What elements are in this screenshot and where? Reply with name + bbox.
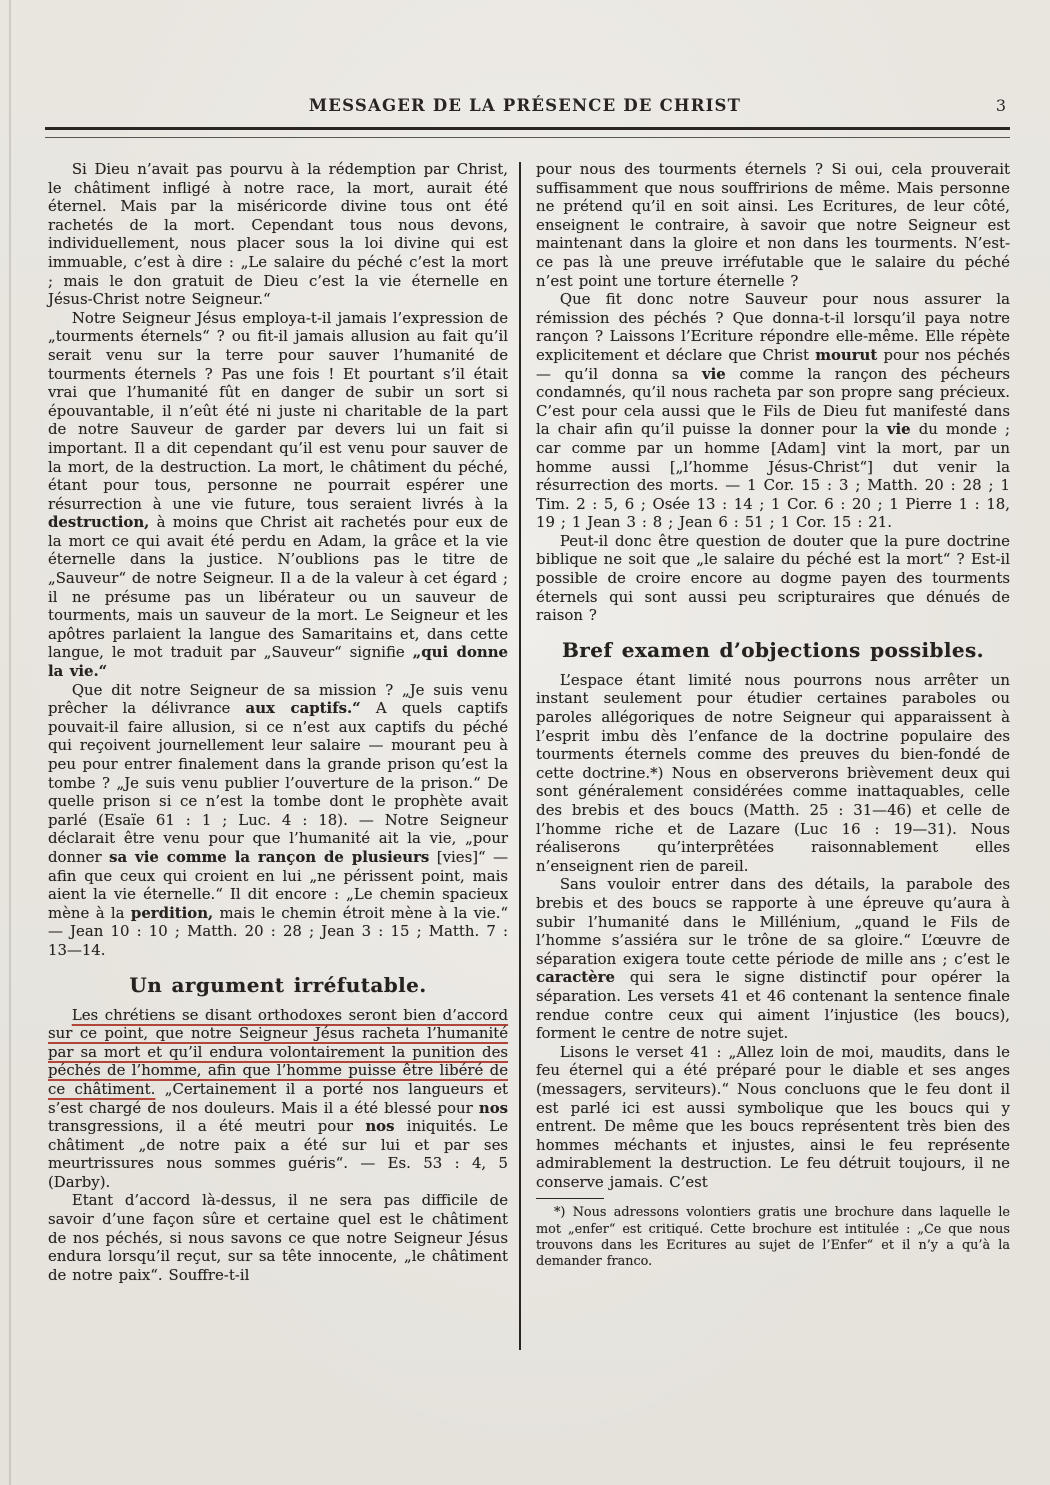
paragraph xyxy=(536,532,1010,625)
text-run: à moins que Christ ait rachetés pour eux de la mort ce qui avait été perdu en Adam, la grâce et la vie éternelle dans la justice. N’oublions pas le titre de „Sauveur“ de notre Seigneur. Il a de la valeur à cet égard ; il ne présume pas un libérateur ou un sauveur de tourments, mais un sauveur de la mort. Le Seigneur et les apôtres parlaient la langue des Samaritains et, dans cette langue, le mot traduit par „Sauveur“ signifie xyxy=(48,513,509,662)
bold-text-run: perdition, xyxy=(130,903,214,922)
paragraph-with-red-underline xyxy=(48,1006,508,1192)
page-number: 3 xyxy=(995,96,1006,115)
right-column xyxy=(536,160,1010,1270)
text-run: Lisons le verset 41 : „Allez loin de moi, maudits, dans le feu éternel qui a été préparé pour le diable et ses anges (messagers, serviteurs).“ Nous concluons que le feu dont il est parlé ici est aussi symbolique que les boucs qui y entrent. De même que les boucs représentent très bien des hommes méchants et injustes, ainsi le feu représente admirablement la destruction. Le feu détruit toujours, il ne conserve jamais. C’est xyxy=(536,1042,1010,1191)
text-run: Etant d’accord là-dessus, il ne sera pas difficile de savoir d’une façon sûre et certaine quel est le châtiment de nos péchés, si nous savons ce que notre Seigneur Jésus endura lorsqu’il reçut, sur sa tête innocente, „le châtiment de notre paix“. Souffre-t-il xyxy=(48,1191,509,1284)
bold-text-run: vie xyxy=(702,364,726,383)
text-run: Que fit donc notre Sauveur pour nous assurer la rémission des péchés ? Que donna-t-il lorsqu’il paya notre rançon ? Laissons l’Ecriture répondre elle-même. Elle répète explicitement et déclare que Christ xyxy=(536,290,1010,364)
text-run: [vies]“ — afin que ceux qui croient en lui „ne périssent point, mais aient la vie éternelle.“ Il dit encore : „Le chemin spacieux mène à la xyxy=(48,847,509,922)
bold-text-run: aux captifs.“ xyxy=(245,699,361,718)
bold-text-run: sa vie comme la rançon de plusieurs xyxy=(109,847,430,866)
bold-text-run: caractère xyxy=(536,968,615,987)
bold-text-run: nos xyxy=(478,1098,509,1117)
bold-text-run: mourut xyxy=(815,345,878,364)
text-run: *) Nous adressons volontiers gratis une brochure dans laquelle le mot „enfer“ est critiqué. Cette brochure est intitulée : „Ce que nous trouvons dans les Ecritures au sujet de l’Enfer“ et il n’y a qu’à la demander franco. xyxy=(536,1205,1010,1270)
text-run: L’espace étant limité nous pourrons nous arrêter un instant seulement pour étudier certaines paraboles ou paroles allégoriques de notre Seigneur qui apparaissent à l’esprit imbu dès l’enfance de la doctrine populaire des tourments éternels comme des preuves du bien-fondé de cette doctrine.*) Nous en observerons brièvement deux qui sont généralement considérées comme inattaquables, celle des brebis et des boucs (Matth. 25 : 31—46) et celle de l’homme riche et de Lazare (Luc 16 : 19—31). Nous réaliserons qu’interprêtées raisonnablement elles n’enseignent rien de pareil. xyxy=(536,670,1010,875)
text-run: du monde ; car comme par un homme [Adam] vint la mort, par un homme aussi [„l’homme Jésus-Christ“] dut venir la résurrection des morts. — 1 Cor. 15 : 3 ; Matth. 20 : 28 ; 1 Tim. 2 : 5, 6 ; Osée 13 : 14 ; 1 Cor. 6 : 20 ; 1 Pierre 1 : 18, 19 ; 1 Jean 3 : 8 ; Jean 6 : 51 ; 1 Cor. 15 : 21. xyxy=(536,420,1010,532)
paragraph xyxy=(536,875,1010,1042)
left-column xyxy=(48,160,508,1284)
text-run: comme la rançon des pécheurs condamnés, qu’il nous racheta par son propre sang précieux. C’est pour cela aussi que le Fils de Dieu fut manifesté dans la chair afin qu’il puisse la donner pour la xyxy=(536,364,1010,439)
paragraph xyxy=(536,290,1010,532)
bold-text-run: vie xyxy=(886,420,911,439)
section-heading-bref-examen: Bref examen d’objections possibles. xyxy=(561,637,985,662)
bold-text-run: nos xyxy=(365,1117,395,1136)
text-run: qui sera le signe distinctif pour opérer la séparation. Les versets 41 et 46 contenant la sentence finale rendue contre ceux qui aiment l’injustice (les boucs), forment le centre de notre sujet. xyxy=(536,968,1010,1043)
bold-text-run: „qui donne la vie.“ xyxy=(48,643,509,681)
paragraph xyxy=(536,160,1010,290)
text-run: Sans vouloir entrer dans des détails, la parabole des brebis et des boucs se rapporte à une épreuve qu’aura à subir l’humanité dans le Millénium, „quand le Fils de l’homme s’assiéra sur le trône de sa gloire.“ L’œuvre de séparation exigera toute cette période de mille ans ; c’est le xyxy=(536,875,1010,968)
text-run: A quels captifs pouvait-il faire allusion, si ce n’est aux captifs du péché qui reçoivent journellement leur salaire — mourant peu à peu pour entrer finalement dans la grande prison qu’est la tombe ? „Je suis venu publier l’ouverture de la prison.“ De quelle prison si ce n’est la tombe dont le prophète avait parlé (Esaïe 61 : 1 ; Luc. 4 : 18). — Notre Seigneur déclarait être venu pour que l’humanité ait la vie, „pour donner xyxy=(48,699,509,866)
journal-title: MESSAGER DE LA PRÉSENCE DE CHRIST xyxy=(308,96,742,115)
paragraph xyxy=(536,1043,1010,1192)
footnote xyxy=(536,1205,1010,1270)
paragraph xyxy=(48,160,508,309)
text-run: iniquités. Le châtiment „de notre paix a été sur lui et par ses meurtrissures nous sommes guéris“. — Es. 53 : 4, 5 (Darby). xyxy=(48,1117,509,1191)
header-rule xyxy=(45,127,1010,138)
page-header xyxy=(0,0,1050,122)
paragraph xyxy=(536,671,1010,876)
text-run: mais le chemin étroit mène à la vie.“ — Jean 10 : 10 ; Matth. 20 : 28 ; Jean 3 : 15 ; Matth. 7 : 13—14. xyxy=(48,903,509,959)
text-run: Si Dieu n’avait pas pourvu à la rédemption par Christ, le châtiment infligé à notre race, la mort, aurait été éternel. Mais par la miséricorde divine tous ont été rachetés de la mort. Cependant tous nous devons, individuellement, nous placer sous la loi divine qui est immuable, c’est à dire : „Le salaire du péché c’est la mort ; mais le don gratuit de Dieu c’est la vie éternelle en Jésus-Christ notre Seigneur.“ xyxy=(48,160,509,309)
section-heading-un-argument-irrefutable: Un argument irréfutable. xyxy=(129,972,427,997)
paragraph xyxy=(48,1191,508,1284)
red-underline-annotation: Les chrétiens se disant orthodoxes seront bien d’accord sur ce point, que notre Seigneur Jésus racheta l’humanité par sa mort et qu’il endura volontairement la punition des péchés de l’homme, afin que l’homme puisse être libéré de ce châtiment. xyxy=(48,1005,509,1098)
footnote-rule xyxy=(536,1198,604,1199)
two-column-text xyxy=(0,138,1050,1350)
text-run: Que dit notre Seigneur de sa mission ? „Je suis venu prêcher la délivrance xyxy=(48,680,509,718)
paragraph xyxy=(48,681,508,960)
bold-text-run: destruction, xyxy=(48,513,150,532)
text-run: „Certainement il a porté nos langueurs et s’est chargé de nos douleurs. Mais il a été blessé pour xyxy=(48,1079,509,1117)
text-run: transgressions, il a été meutri pour xyxy=(48,1117,366,1136)
column-divider xyxy=(519,162,521,1350)
paragraph xyxy=(48,309,508,681)
text-run: Notre Seigneur Jésus employa-t-il jamais l’expression de „tourments éternels“ ? ou fit-il jamais allusion au fait qu’il serait venu sur la terre pour sauver l’humanité de tourments éternels ? Pas une fois ! Et pourtant s’il était vrai que l’humanité fût en danger de subir un sort si épouvantable, il n’eût été ni juste ni charitable de la part de notre Sauveur de garder par devers lui un fait si important. Il a dit cependant qu’il est venu pour sauver de la mort, de la destruction. La mort, le châtiment du péché, étant pour tous, personne ne pourrait espérer une résurrection à une vie future, tous seraient livrés à la xyxy=(48,308,509,513)
text-run: Peut-il donc être question de douter que la pure doctrine biblique ne soit que „le salaire du péché est la mort“ ? Est-il possible de croire encore au dogme payen des tourments éternels qui sont aussi peu scripturaires que dénués de raison ? xyxy=(536,531,1010,625)
text-run: pour nos péchés — qu’il donna sa xyxy=(536,345,1010,383)
text-run: pour nous des tourments éternels ? Si oui, cela prouverait suffisamment que nous souffririons de même. Mais personne ne prétend qu’il en soit ainsi. Les Ecritures, de leur côté, enseignent le contraire, à savoir que notre Seigneur est maintenant dans la gloire et non dans les tourments. N’est-ce pas là une preuve irréfutable que le salaire du péché n’est point une torture éternelle ? xyxy=(536,160,1010,290)
